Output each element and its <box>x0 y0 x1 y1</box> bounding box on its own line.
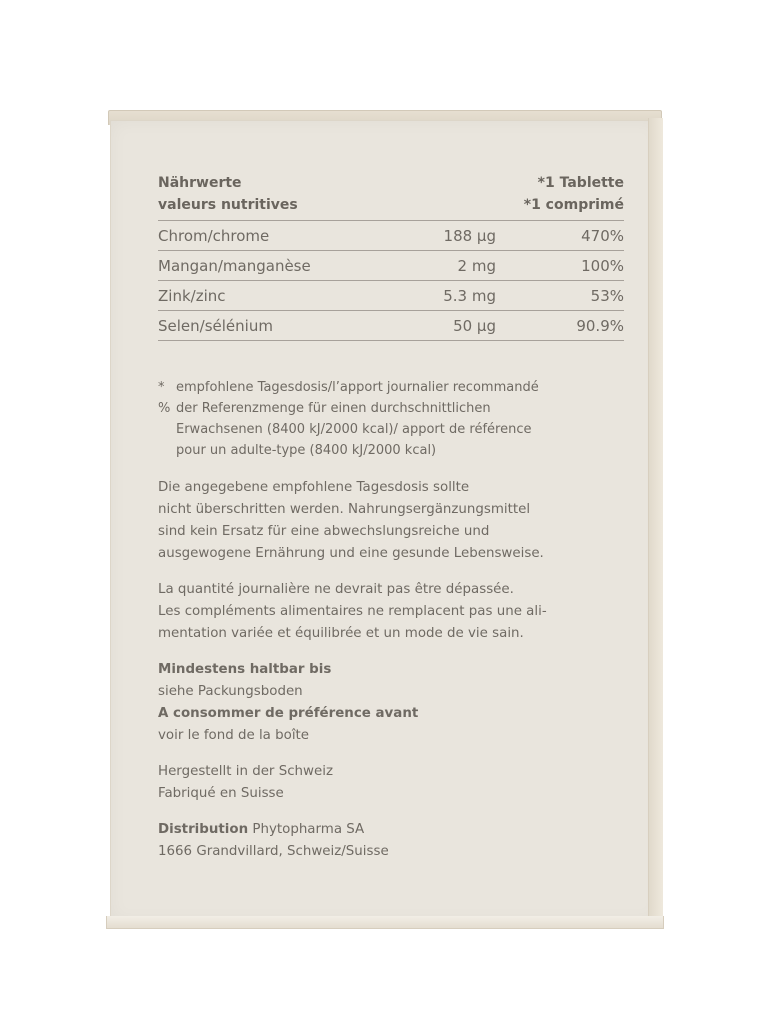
nutrition-header-right <box>524 172 624 216</box>
nutrient-name: Zink/zinc <box>158 286 226 305</box>
nutrient-name: Selen/sélénium <box>158 316 273 335</box>
best-before-de-text: siehe Packungsboden <box>158 684 303 699</box>
nutrition-table <box>158 220 624 341</box>
distribution-address: 1666 Grandvillard, Schweiz/Suisse <box>158 844 389 859</box>
footnote-star-mark: * <box>158 380 165 395</box>
table-row <box>158 251 624 281</box>
serving-de: *1 Tablette <box>537 175 624 191</box>
warning-de-line: ausgewogene Ernährung und eine gesunde Lebensweise. <box>158 546 544 561</box>
footnote-percent <box>158 398 624 419</box>
nutrient-percent: 53% <box>590 286 624 305</box>
nutrient-percent: 470% <box>581 226 624 245</box>
origin <box>158 761 624 805</box>
warning-fr-line: Les compléments alimentaires ne remplacent pas une ali- <box>158 604 547 619</box>
nutrient-amount: 50 µg <box>453 316 496 335</box>
best-before-de-label: Mindestens haltbar bis <box>158 662 332 677</box>
warning-de-line: nicht überschritten werden. Nahrungsergänzungsmittel <box>158 502 531 517</box>
distribution-line <box>158 819 624 841</box>
nutrient-percent: 100% <box>581 256 624 275</box>
table-row <box>158 281 624 311</box>
nutrient-amount: 2 mg <box>457 256 496 275</box>
box-right-edge <box>648 118 663 924</box>
label-content <box>158 172 624 863</box>
best-before-fr-label: A consommer de préférence avant <box>158 706 419 721</box>
warning-de-line: sind kein Ersatz für eine abwechslungsreiche und <box>158 524 490 539</box>
warning-fr <box>158 579 624 645</box>
distribution <box>158 819 624 863</box>
footnote-percent-line: Erwachsenen (8400 kJ/2000 kcal)/ apport de référence <box>176 422 532 437</box>
footnote-percent-line: pour un adulte-type (8400 kJ/2000 kcal) <box>176 443 437 458</box>
best-before-fr-text: voir le fond de la boîte <box>158 728 310 743</box>
table-row <box>158 311 624 341</box>
footnotes <box>158 377 624 461</box>
footnote-star-text: empfohlene Tagesdosis/l’apport journalier recommandé <box>176 380 539 395</box>
footnote-percent-line: der Referenzmenge für einen durchschnittlichen <box>176 401 491 416</box>
origin-fr: Fabriqué en Suisse <box>158 786 284 801</box>
distribution-company: Phytopharma SA <box>252 822 365 837</box>
warning-de <box>158 477 624 565</box>
nutrition-header <box>158 172 624 216</box>
nutrient-name: Chrom/chrome <box>158 226 270 245</box>
distribution-label: Distribution <box>158 822 249 837</box>
nutrient-amount: 5.3 mg <box>443 286 496 305</box>
footnote-percent-mark: % <box>158 401 171 416</box>
nutrition-title-de: Nährwerte <box>158 175 242 191</box>
nutrition-header-left <box>158 172 298 216</box>
footnote-star <box>158 377 624 398</box>
nutrition-title-fr: valeurs nutritives <box>158 197 298 213</box>
origin-de: Hergestellt in der Schweiz <box>158 764 333 779</box>
warning-de-line: Die angegebene empfohlene Tagesdosis sollte <box>158 480 470 495</box>
warning-fr-line: La quantité journalière ne devrait pas être dépassée. <box>158 582 514 597</box>
nutrient-name: Mangan/manganèse <box>158 256 311 275</box>
box-bottom-edge <box>106 916 664 929</box>
best-before <box>158 659 624 747</box>
serving-fr: *1 comprimé <box>523 197 624 213</box>
warning-fr-line: mentation variée et équilibrée et un mode de vie sain. <box>158 626 524 641</box>
nutrient-amount: 188 µg <box>443 226 496 245</box>
nutrient-percent: 90.9% <box>576 316 624 335</box>
table-row <box>158 221 624 251</box>
